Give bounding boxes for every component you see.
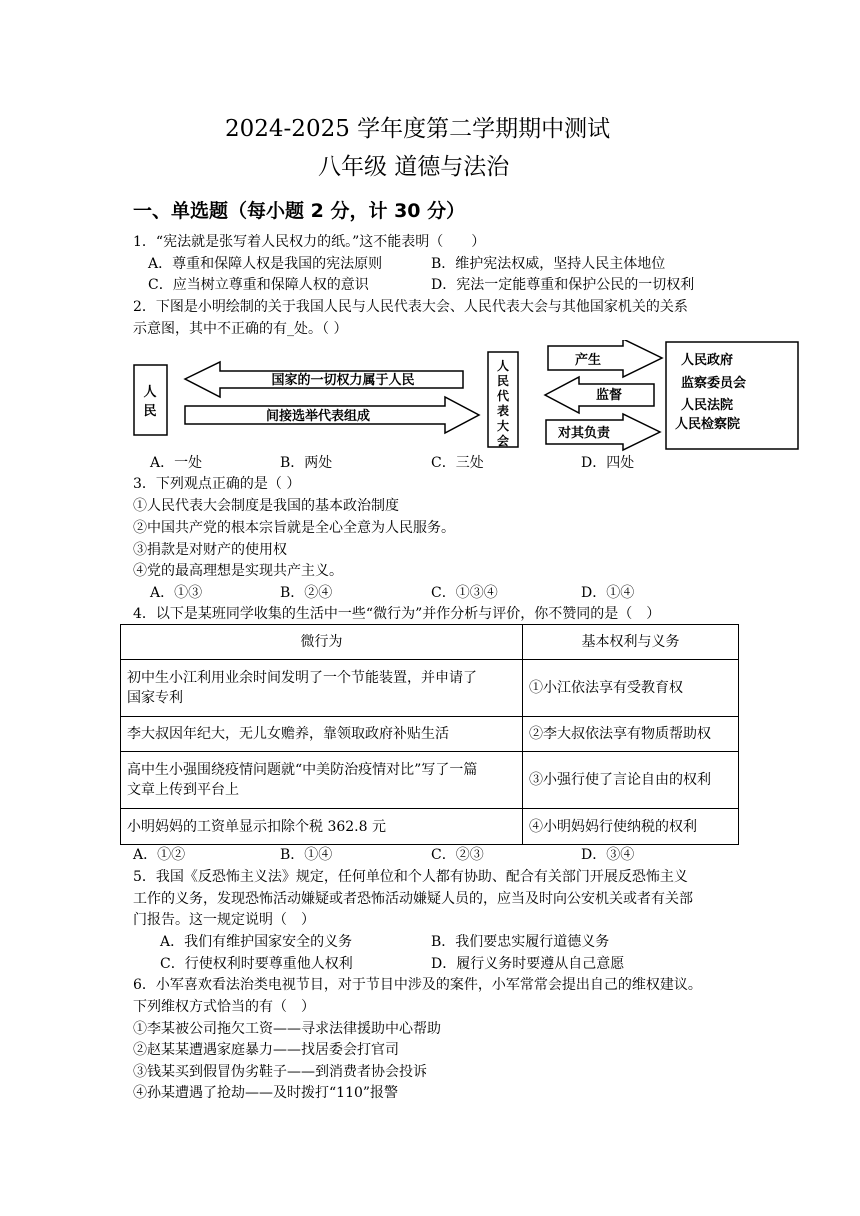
q4-option-d: D．③④ bbox=[581, 847, 635, 863]
q5-stem-line2: 工作的义务，发现恐怖活动嫌疑或者恐怖活动嫌疑人员的，应当及时向公安机关或者有关部 bbox=[133, 891, 693, 907]
q4-option-a: A．①② bbox=[133, 847, 186, 863]
table-cell-rights: ②李大叔依法享有物质帮助权 bbox=[523, 717, 739, 752]
organ-court: 人民法院 bbox=[681, 398, 734, 413]
cell-line: 初中生小江利用业余时间发明了一个节能装置，并申请了 bbox=[127, 670, 477, 686]
arrow-power-label: 国家的一切权力属于人民 bbox=[271, 373, 415, 388]
table-header-behavior: 微行为 bbox=[121, 625, 523, 660]
organ-procuratorate: 人民检察院 bbox=[675, 417, 741, 432]
q6-statement-2: ②赵某某遭遇家庭暴力——找居委会打官司 bbox=[133, 1042, 399, 1058]
q3-option-b: B．②④ bbox=[280, 585, 333, 601]
table-row bbox=[121, 717, 739, 752]
npc-char-4: 表 bbox=[496, 404, 510, 418]
q3-option-c: C．①③④ bbox=[431, 585, 498, 601]
q5-option-b: B．我们要忠实履行道德义务 bbox=[431, 934, 610, 950]
arrow-produce-label: 产生 bbox=[574, 353, 602, 368]
cell-line: 国家专利 bbox=[127, 690, 183, 706]
table-cell-behavior bbox=[121, 752, 523, 809]
q4-option-b: B．①④ bbox=[280, 847, 333, 863]
people-box bbox=[134, 365, 167, 435]
q6-statement-4: ④孙某遭遇了抢劫——及时拨打“110”报警 bbox=[133, 1085, 399, 1101]
npc-char-5: 大 bbox=[496, 419, 510, 433]
q1-option-c: C．应当树立尊重和保障人权的意识 bbox=[148, 277, 369, 293]
npc-char-1: 人 bbox=[496, 359, 510, 373]
table-row bbox=[121, 752, 739, 809]
q6-statement-3: ③钱某买到假冒伪劣鞋子——到消费者协会投诉 bbox=[133, 1064, 427, 1080]
arrow-election-label: 间接选举代表组成 bbox=[265, 409, 371, 424]
behavior-table bbox=[120, 624, 739, 845]
table-row bbox=[121, 660, 739, 717]
exam-title: 2024-2025 学年度第二学期期中测试 bbox=[225, 116, 611, 142]
table-cell-behavior bbox=[121, 660, 523, 717]
q1-option-d: D．宪法一定能尊重和保护公民的一切权利 bbox=[431, 277, 695, 293]
npc-char-2: 民 bbox=[496, 374, 510, 388]
q3-statement-2: ②中国共产党的根本宗旨就是全心全意为人民服务。 bbox=[133, 520, 455, 536]
table-row bbox=[121, 809, 739, 845]
q1-option-a: A．尊重和保障人权是我国的宪法原则 bbox=[148, 256, 383, 272]
q5-stem-line3: 门报告。这一规定说明（ ） bbox=[133, 912, 315, 928]
table-header-row bbox=[121, 625, 739, 660]
q2-option-b: B．两处 bbox=[280, 455, 333, 471]
cell-line: 文章上传到平台上 bbox=[127, 782, 239, 798]
q6-stem-line2: 下列维权方式恰当的有（ ） bbox=[133, 999, 315, 1015]
exam-subtitle: 八年级 道德与法治 bbox=[318, 154, 510, 180]
q3-option-a: A．①③ bbox=[150, 585, 203, 601]
table-cell-rights: ③小强行使了言论自由的权利 bbox=[523, 752, 739, 809]
section-heading: 一、单选题（每小题 2 分，计 30 分） bbox=[133, 200, 466, 222]
q1-option-b: B．维护宪法权威，坚持人民主体地位 bbox=[431, 256, 666, 272]
q4-stem: 4．以下是某班同学收集的生活中一些“微行为”并作分析与评价，你不赞同的是（ ） bbox=[133, 606, 661, 622]
table-header-rights: 基本权利与义务 bbox=[523, 625, 739, 660]
q2-option-a: A．一处 bbox=[150, 455, 203, 471]
q2-option-c: C．三处 bbox=[431, 455, 484, 471]
arrow-responsible-label: 对其负责 bbox=[557, 426, 611, 441]
npc-char-3: 代 bbox=[496, 389, 510, 403]
cell-line: 高中生小强围绕疫情问题就“中美防治疫情对比”写了一篇 bbox=[127, 762, 478, 778]
q6-statement-1: ①李某被公司拖欠工资——寻求法律援助中心帮助 bbox=[133, 1021, 441, 1037]
organ-government: 人民政府 bbox=[681, 353, 734, 368]
table-cell-rights: ④小明妈妈行使纳税的权利 bbox=[523, 809, 739, 845]
q6-stem-line1: 6．小军喜欢看法治类电视节目，对于节目中涉及的案件，小军常常会提出自己的维权建议。 bbox=[133, 977, 702, 993]
q3-statement-4: ④党的最高理想是实现共产主义。 bbox=[133, 563, 343, 579]
q5-option-d: D．履行义务时要遵从自己意愿 bbox=[431, 956, 625, 972]
q3-statement-1: ①人民代表大会制度是我国的基本政治制度 bbox=[133, 498, 399, 514]
q2-stem-line1: 2．下图是小明绘制的关于我国人民与人民代表大会、人民代表大会与其他国家机关的关系 bbox=[133, 299, 688, 315]
q5-stem-line1: 5．我国《反恐怖主义法》规定，任何单位和个人都有协助、配合有关部门开展反恐怖主义 bbox=[133, 869, 688, 885]
q4-option-c: C．②③ bbox=[431, 847, 484, 863]
arrow-supervise-label: 监督 bbox=[595, 388, 623, 403]
table-cell-behavior: 小明妈妈的工资单显示扣除个税 362.8 元 bbox=[121, 809, 523, 845]
q2-stem-line2: 示意图，其中不正确的有_处。（ ） bbox=[133, 321, 348, 337]
people-char-1: 人 bbox=[143, 385, 157, 400]
q1-stem: 1．“宪法就是张写着人民权力的纸。”这不能表明（ ） bbox=[133, 234, 486, 250]
table-cell-behavior: 李大叔因年纪大，无儿女赡养，靠领取政府补贴生活 bbox=[121, 717, 523, 752]
table-cell-rights: ①小江依法享有受教育权 bbox=[523, 660, 739, 717]
q5-option-c: C．行使权利时要尊重他人权利 bbox=[160, 956, 353, 972]
q5-option-a: A．我们有维护国家安全的义务 bbox=[160, 934, 353, 950]
arrow-produce bbox=[548, 340, 662, 377]
q3-statement-3: ③捐款是对财产的使用权 bbox=[133, 542, 287, 558]
organ-supervision: 监察委员会 bbox=[681, 376, 747, 391]
npc-char-6: 会 bbox=[496, 434, 510, 448]
people-char-2: 民 bbox=[143, 404, 157, 419]
q3-option-d: D．①④ bbox=[581, 585, 635, 601]
q2-option-d: D．四处 bbox=[581, 455, 635, 471]
q3-stem: 3．下列观点正确的是（ ） bbox=[133, 476, 301, 492]
relationship-diagram bbox=[133, 340, 801, 452]
